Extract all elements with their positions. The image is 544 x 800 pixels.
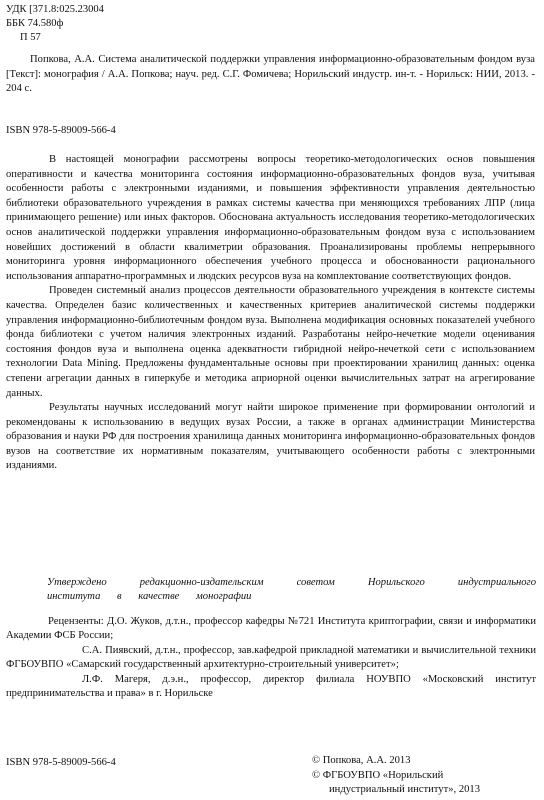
udk-code: УДК [371.8:025.23004 [6, 4, 104, 15]
copyright-line: © Попкова, А.А. 2013 [312, 755, 411, 766]
abstract-paragraph: В настоящей монографии рассмотрены вопросы теоретико-методологических основ повышения оперативности и качества мониторинга состояния информационно-образовательных фондов вуза, учитывая особенности работы с электронными изданиями, и повышения эффективности управления деятельностью библиотеки образовательного учреждения в рамках системы качества при меняющихся требованиях ЛПР (лица принимающего решение) или иных факторов. Обоснована актуальность исследования теоретико-методологических основ аналитической поддержки управления информационно-образовательным фондом вуза с использованием новейших достижений в области квалиметрии образования. Проанализированы проблемы непрерывного мониторинга уровня информационного обеспечения учебного процесса и обоснованности рационального использования аппаратно-программных и людских ресурсов вуза на комплектование соответствующих фондов. [6, 154, 535, 282]
copyright-block [312, 754, 542, 798]
approval-line: Утверждено редакционно-издательским советом Норильского индустриального [47, 577, 536, 588]
author-mark: П 57 [20, 32, 41, 43]
isbn-top: ISBN 978-5-89009-566-4 [6, 125, 116, 136]
copyright-line: индустриальный институт», 2013 [329, 784, 481, 796]
approval-statement [47, 576, 536, 605]
approval-line: института в качестве монографии [47, 591, 252, 603]
reviewer-entry: Рецензенты: Д.О. Жуков, д.т.н., профессор кафедры №721 Института криптографии, связи и информатики Академии ФСБ России; [6, 616, 536, 642]
reviewer-entry: Л.Ф. Магеря, д.э.н., профессор, директор филиала НОУВПО «Московский институт предпринимательства и права» в г. Норильске [6, 673, 536, 700]
abstract-paragraph: Результаты научных исследований могут найти широкое применение при формировании онтологий и рекомендованы к использованию в ведущих вузах России, а также в органах администрации Министерства образования и науки РФ для построения хранилища данных мониторинга информационно-образовательных фондов вузов на соответствие их нормативным показателям, учитывающего особенности работы с электронными изданиями. [6, 402, 535, 472]
copyright-line: © ФГБОУВПО «Норильский [312, 769, 444, 781]
reviewer-entry: С.А. Пиявский, д.т.н., профессор, зав.кафедрой прикладной математики и вычислительной техники ФГБОУВПО «Самарский государственный архитектурно-строительный университет»; [6, 644, 536, 671]
reviewers-block [6, 615, 536, 701]
abstract [6, 153, 535, 474]
isbn-bottom: ISBN 978-5-89009-566-4 [6, 757, 116, 768]
abstract-paragraph: Проведен системный анализ процессов деятельности образовательного учреждения в контексте системы качества. Определен базис количественных и качественных критериев аналитической системы поддержки управления информационно-библиотечным фондом вуза. Выполнена модификация основных показателей учебного фонда библиотеки с учетом наличия электронных изданий. Разработаны нейро-нечеткие модели оценивания состояния фондов вуза и выполнена оценка адекватности гибридной нейро-нечеткой сети с использованием технологии Data Mining. Предложены фундаментальные основы при проектировании хранилищ данных: оценка степени агрегации данных в гиперкубе и методика априорной оценки вычислительных затрат на агрегирование данных. [6, 285, 535, 399]
bibliographic-record: Попкова, А.А. Система аналитической поддержки управления информационно-образовательным фондом вуза [Текст]: монография / А.А. Попкова; науч. ред. С.Г. Фомичева; Норильский индустр. ин-т. - Норильск: НИИ, 2013. - 204 с. [6, 54, 535, 95]
bbk-code: ББК 74.580ф [6, 18, 64, 29]
classification-block [6, 3, 104, 45]
